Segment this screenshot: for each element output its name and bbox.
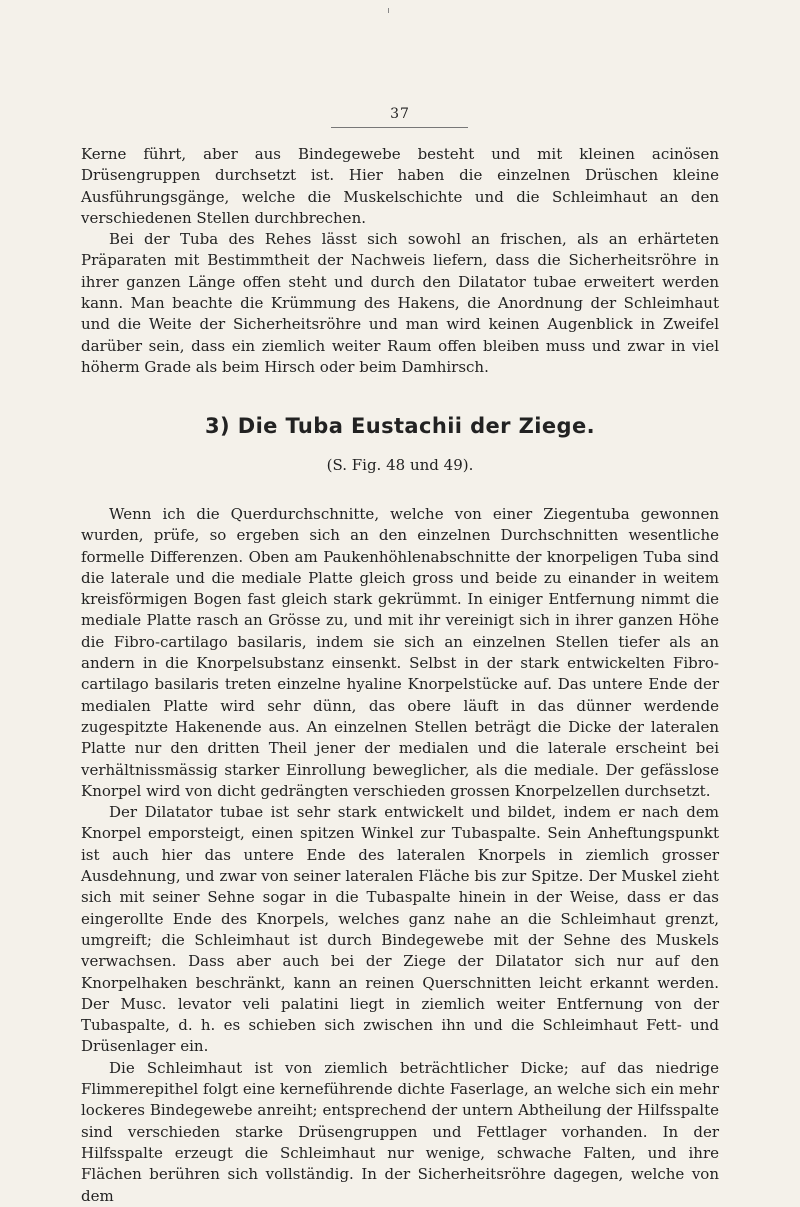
section-heading: 3) Die Tuba Eustachii der Ziege. (205, 414, 595, 438)
print-mark (414, 1108, 415, 1113)
figure-reference: (S. Fig. 48 und 49). (326, 456, 474, 474)
paragraph: Der Dilatator tubae ist sehr stark entwickelt und bildet, indem er nach dem Knorpel emporsteigt, einen spitzen Winkel zur Tubaspalte. Sein Anheftungspunkt ist auch hier das untere Ende des lateralen Knorpels in ziemlich grosser Ausdehnung, und zwar von seiner lateralen Fläche bis zur Spitze. Der Muskel zieht sich mit seiner Sehne sogar in die Tubaspalte hinein in der Weise, dass er das eingerollte Ende des Knorpels, welches ganz nahe an die Schleimhaut grenzt, umgreift; die Schleimhaut ist durch Bindegewebe mit der Sehne des Muskels verwachsen. Dass aber auch bei der Ziege der Dilatator sich nur auf den Knorpelhaken beschränkt, kann an reinen Querschnitten leicht erkannt werden. Der Musc. levator veli palatini liegt in ziemlich weiter Entfernung von der Tubaspalte, d. h. es schieben sich zwischen ihn und die Schleimhaut Fett- und Drüsenlager ein. (81, 803, 719, 1056)
print-mark (612, 1108, 613, 1113)
intro-text (81, 144, 719, 378)
paragraph: Bei der Tuba des Rehes lässt sich sowohl an frischen, als an erhärteten Präparaten mit Bestimmtheit der Nachweis liefern, dass die Sicherheitsröhre in ihrer ganzen Länge offen steht und durch den Dilatator tubae erweitert werden kann. Man beachte die Krümmung des Hakens, die Anordnung der Schleimhaut und die Weite der Sicherheitsröhre und man wird keinen Augenblick in Zweifel darüber sein, dass ein ziemlich weiter Raum offen bleiben muss und zwar in viel höherm Grade als beim Hirsch oder beim Damhirsch. (81, 230, 719, 376)
page-number: 37 (390, 106, 410, 122)
header-rule (331, 127, 468, 128)
paragraph: Kerne führt, aber aus Bindegewebe besteht und mit kleinen acinösen Drüsengruppen durchsetzt ist. Hier haben die einzelnen Drüschen kleine Ausführungsgänge, welche die Muskelschichte und die Schleimhaut an den verschiedenen Stellen durchbrechen. (81, 145, 719, 227)
paragraph: Wenn ich die Querdurchschnitte, welche von einer Ziegentuba gewonnen wurden, prüfe, so ergeben sich an den einzelnen Durchschnitten wesentliche formelle Differenzen. Oben am Paukenhöhlenabschnitte der knorpeligen Tuba sind die laterale und die mediale Platte gleich gross und beide zu einander in weitem kreisförmigen Bogen fast gleich stark gekrümmt. In einiger Entfernung nimmt die mediale Platte rasch an Grösse zu, und mit ihr vereinigt sich in ihrer ganzen Höhe die Fibro-cartilago basilaris, indem sie sich an einzelnen Stellen tiefer als an andern in die Knorpelsubstanz einsenkt. Selbst in der stark entwickelten Fibro-cartilago basilaris treten einzelne hyaline Knorpelstücke auf. Das untere Ende der medialen Platte wird sehr dünn, das obere läuft in das dünner werdende zugespitzte Hakenende aus. An einzelnen Stellen beträgt die Dicke der lateralen Platte nur den dritten Theil jener der medialen und die laterale erscheint bei verhältnissmässig starker Einrollung beweglicher, als die mediale. Der gefässlose Knorpel wird von dicht gedrängten verschieden grossen Knorpelzellen durchsetzt. (81, 505, 719, 800)
print-mark (388, 8, 389, 13)
paragraph: Die Schleimhaut ist von ziemlich beträchtlicher Dicke; auf das niedrige Flimmerepithel folgt eine kerneführende dichte Faserlage, an welche sich ein mehr lockeres Bindegewebe anreiht; entsprechend der untern Abtheilung der Hilfsspalte sind verschieden starke Drüsengruppen und Fettlager vorhanden. In der Hilfsspalte erzeugt die Schleimhaut nur wenige, schwache Falten, und ihre Flächen berühren sich vollständig. In der Sicherheitsröhre dagegen, welche von dem (81, 1058, 719, 1205)
section-body (81, 504, 719, 1207)
